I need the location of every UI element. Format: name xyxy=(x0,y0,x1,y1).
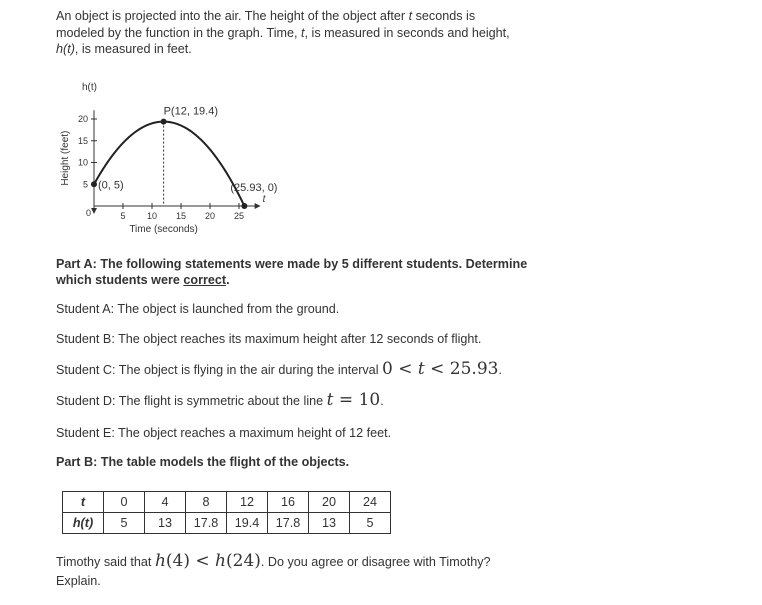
table-cell: 24 xyxy=(350,492,391,513)
x-axis-label: Time (seconds) xyxy=(129,224,198,235)
table-cell: 0 xyxy=(104,492,145,513)
table-header-t: t xyxy=(63,492,104,513)
data-point-label: (25.93, 0) xyxy=(230,182,278,194)
table-cell: 20 xyxy=(309,492,350,513)
table-cell: 13 xyxy=(145,513,186,534)
data-point xyxy=(91,181,97,187)
y-axis-top-label: h(t) xyxy=(82,82,97,93)
table-cell: 13 xyxy=(309,513,350,534)
x-tick-label: 20 xyxy=(204,211,216,221)
table-cell: 5 xyxy=(104,513,145,534)
student-d-statement: Student D: The flight is symmetric about the line t = 10. xyxy=(56,390,384,410)
table-cell: 17.8 xyxy=(186,513,227,534)
x-axis-arrow xyxy=(255,203,261,209)
data-point-label: (0, 5) xyxy=(98,179,124,192)
table-row-t xyxy=(63,492,391,513)
height-curve xyxy=(94,122,244,206)
data-point-label: P(12, 19.4) xyxy=(163,105,219,118)
data-point xyxy=(161,119,167,125)
x-tick-label: 15 xyxy=(175,211,187,221)
intro-paragraph: An object is projected into the air. The height of the object after t seconds is modeled by the function in the graph. Time, t, is measured in seconds and height, h(t), is measured in feet. xyxy=(56,9,510,56)
part-b-heading: Part B: The table models the flight of the objects. xyxy=(56,455,350,469)
timothy-question: Timothy said that h(4) < h(24). Do you agree or disagree with Timothy? Explain. xyxy=(56,551,491,588)
x-tick-label: 10 xyxy=(146,211,158,221)
height-table xyxy=(62,491,391,534)
table-cell: 12 xyxy=(227,492,268,513)
height-graph xyxy=(56,74,286,244)
y-axis-label: Height (feet) xyxy=(60,130,71,186)
table-row-h xyxy=(63,513,391,534)
table-cell: 16 xyxy=(268,492,309,513)
student-e-statement: Student E: The object reaches a maximum height of 12 feet. xyxy=(56,426,392,440)
y-tick-label: 15 xyxy=(77,135,88,146)
student-b-statement: Student B: The object reaches its maximum height after 12 seconds of flight. xyxy=(56,332,482,346)
table-cell: 17.8 xyxy=(268,513,309,534)
table-header-h: h(t) xyxy=(63,513,104,534)
table-cell: 19.4 xyxy=(227,513,268,534)
part-a-heading: Part A: The following statements were made by 5 different students. Determine which students were correct. xyxy=(56,257,528,287)
origin-label: 0 xyxy=(86,208,92,218)
y-axis-arrow xyxy=(91,208,97,214)
x-tick-label: 25 xyxy=(233,211,245,221)
y-tick-label: 5 xyxy=(82,179,88,190)
y-tick-label: 20 xyxy=(77,114,88,124)
student-a-statement: Student A: The object is launched from the ground. xyxy=(56,302,340,316)
x-tick-label: 5 xyxy=(120,211,126,221)
data-point xyxy=(241,203,247,209)
table-cell: 8 xyxy=(186,492,227,513)
y-tick-label: 10 xyxy=(77,157,88,168)
student-c-statement: Student C: The object is flying in the air during the interval 0 < t < 25.93. xyxy=(56,359,502,379)
table-cell: 5 xyxy=(350,513,391,534)
table-cell: 4 xyxy=(145,492,186,513)
x-axis-variable: t xyxy=(262,194,266,205)
